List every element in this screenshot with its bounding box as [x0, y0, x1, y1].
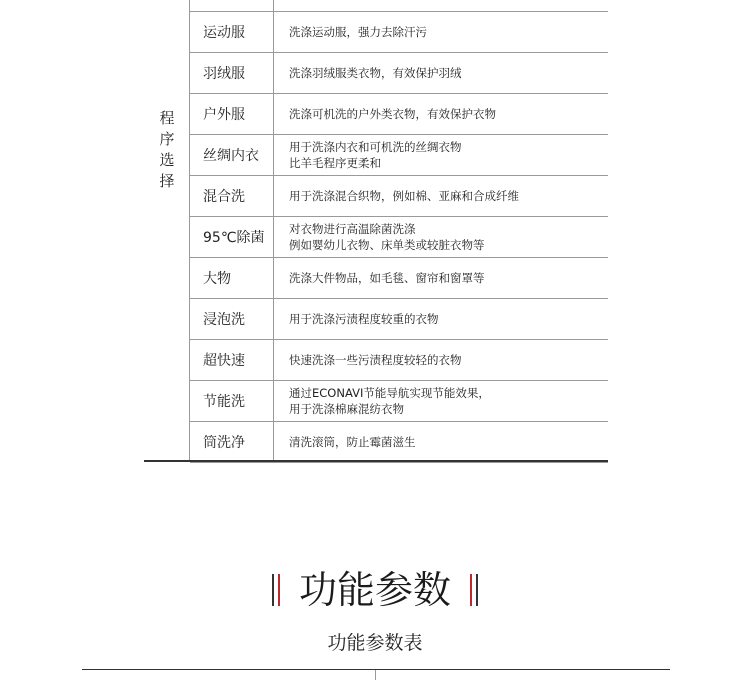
title-deco-bar [272, 574, 274, 606]
group-label-char: 择 [159, 172, 175, 190]
program-description-line: 洗涤大件物品，如毛毯、窗帘和窗罩等 [289, 271, 485, 285]
program-description [274, 53, 608, 93]
section-heading [0, 566, 750, 618]
program-description [274, 12, 608, 52]
program-name: 大物 [190, 258, 274, 298]
program-name: 羽绒服 [190, 53, 274, 93]
group-label-char: 序 [159, 130, 175, 148]
spec-table-top-rule [82, 669, 670, 670]
program-description-line: 清洗滚筒，防止霉菌滋生 [289, 435, 416, 449]
section-subtitle: 功能参数表 [327, 632, 423, 654]
title-deco-bar-accent [278, 574, 280, 606]
title-deco-bar-accent [470, 574, 472, 606]
program-description [274, 422, 608, 462]
program-group-label [144, 108, 190, 192]
program-description [274, 299, 608, 339]
program-name: 混合洗 [190, 176, 274, 216]
table-row [190, 340, 608, 381]
program-description-line: 快速洗涤一些污渍程度较轻的衣物 [289, 353, 462, 367]
program-description [274, 176, 608, 216]
group-label-char: 程 [159, 109, 175, 127]
program-name: 95℃除菌 [190, 217, 274, 257]
table-row [190, 94, 608, 135]
program-description-line: 例如婴幼儿衣物、床单类或较脏衣物等 [289, 238, 485, 252]
program-description-line: 通过ECONAVI节能导航实现节能效果， [289, 386, 490, 400]
program-description [274, 217, 608, 257]
table-row [190, 217, 608, 258]
program-description [274, 135, 608, 175]
program-description-line: 洗涤羽绒服类衣物，有效保护羽绒 [289, 66, 462, 80]
program-description-line: 洗涤运动服，强力去除汗污 [289, 25, 427, 39]
program-name: 运动服 [190, 12, 274, 52]
program-name: 浸泡洗 [190, 299, 274, 339]
section-title: 功能参数 [298, 568, 451, 612]
group-label-char: 选 [159, 151, 175, 169]
table-top-line [190, 11, 608, 12]
table-row [190, 258, 608, 299]
table-row [190, 299, 608, 340]
program-description-line: 比羊毛程序更柔和 [289, 156, 381, 170]
table-row [190, 135, 608, 176]
program-description-line: 对衣物进行高温除菌洗涤 [289, 222, 416, 236]
program-description [274, 94, 608, 134]
spec-table-divider [375, 670, 376, 680]
program-name: 户外服 [190, 94, 274, 134]
program-description-line: 用于洗涤污渍程度较重的衣物 [289, 312, 439, 326]
table-row [190, 53, 608, 94]
program-name: 超快速 [190, 340, 274, 380]
program-description-line: 用于洗涤内衣和可机洗的丝绸衣物 [289, 140, 462, 154]
program-description [274, 381, 608, 421]
program-name: 节能洗 [190, 381, 274, 421]
program-description [274, 258, 608, 298]
program-name: 丝绸内衣 [190, 135, 274, 175]
table-row [190, 422, 608, 463]
table-bottom-rule [144, 460, 608, 462]
table-row [190, 12, 608, 53]
program-name: 筒洗净 [190, 422, 274, 462]
program-description-line: 用于洗涤混合织物，例如棉、亚麻和合成纤维 [289, 189, 519, 203]
program-group-cell [144, 0, 190, 461]
program-description-line: 用于洗涤棉麻混纺衣物 [289, 402, 404, 416]
program-description [274, 340, 608, 380]
table-row [190, 381, 608, 422]
title-deco-bar [476, 574, 478, 606]
program-description-line: 洗涤可机洗的户外类衣物，有效保护衣物 [289, 107, 496, 121]
table-row [190, 176, 608, 217]
